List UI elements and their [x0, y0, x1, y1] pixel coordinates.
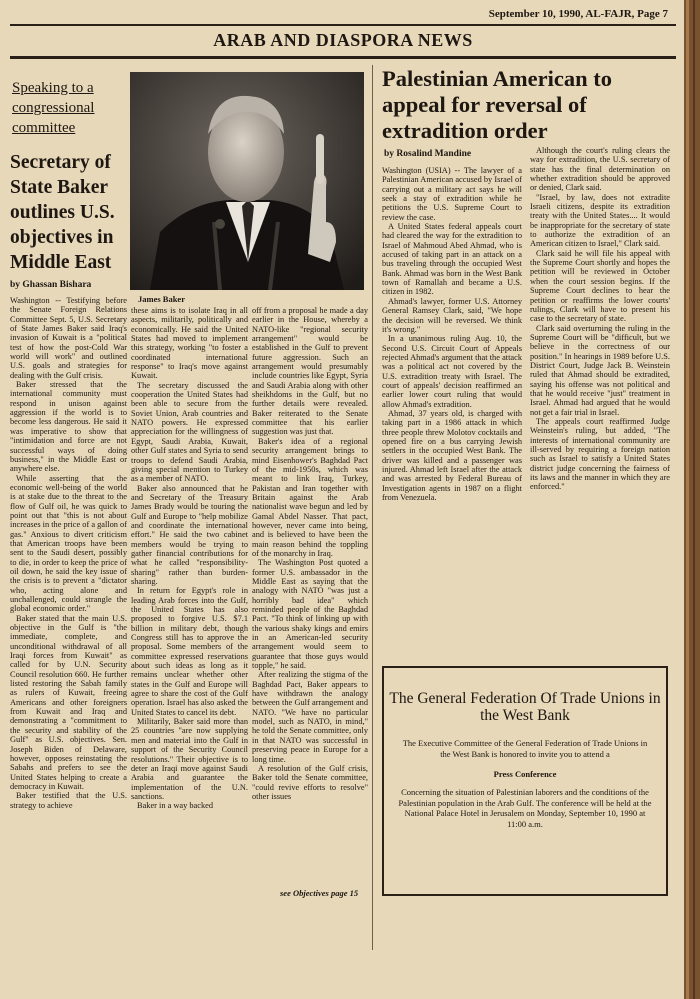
- paragraph: Clark said he will file his appeal with the Supreme Court shortly and hopes the petition will be reviewed in October when the court session begins. If the Supreme Court declines to hear the petition or reaffirms the lower courts' rulings, Clark will have to present his case to the secretary of state.: [530, 248, 670, 324]
- story2-headline: Palestinian American to appeal for reversal of extradition order: [382, 66, 612, 143]
- paragraph: A United States federal appeals court had cleared the way for the extradition to Israel of Mahmoud Abed Ahmad, who is accused of taking part in an attack on a bus traveling through the occupied West Bank. Ahmad was born in the West Bank town of Ramallah and became a U.S. citizen in 1982.: [382, 222, 522, 297]
- paragraph: Washington (USIA) -- The lawyer of a Palestinian American accused by Israel of carrying out a military act says he will seek a stay of extradition while he petitions the U.S. Supreme Court to review the case.: [382, 166, 522, 222]
- paragraph: The secretary discussed the cooperation the United States had been able to secure from the Soviet Union, Arab countries and NATO powers. He expressed appreciation for the willingness of Egypt, Saudi Arabia, Kuwait, other Gulf states and Syria to send troops to defend Saudi Arabia, giving special mention to Turkey as a member of NATO.: [131, 380, 248, 484]
- story1-column-1: [10, 296, 127, 810]
- paragraph: off from a proposal he made a day earlier in the House, whereby a NATO-like "regional security arrangement" would be established in the Gulf to prevent future aggression. Such an arrangement would presumably include countries like Egypt, Syria and Saudi Arabia along with other sheikhdoms in the Gulf, but no further details were revealed. Baker reiterated to the Senate committee that his earlier suggestion was just that.: [252, 306, 368, 437]
- paragraph: Militarily, Baker said more than 25 countries "are now supplying men and material into the Gulf in support of the Security Council resolutions." Their objective is to deter an Iraqi move against Saudi Arabia and guarantee the implementation of the U.N. sanctions.: [131, 717, 248, 801]
- announcement-details: Concerning the situation of Palestinian laborers and the conditions of the Palestinian population in the Arab Gulf. The conference will be held at the National Palace Hotel in Jerusalem on Monday, September 10, 1990 at 11:00 a.m.: [398, 787, 652, 829]
- photo-caption: James Baker: [138, 294, 185, 304]
- paragraph: While asserting that the economic well-being of the world is at stake due to the threat to the flow of Gulf oil, he was quick to point out that "this is not about increases in the price of a gallon of gas." Anxious to divert criticism that American troops have been sent to the Saudi desert, possibly to die, in order to keep the price of oil down, he said the key issue of the crisis is to prevent a "dictator who, acting alone and unchallenged, could strangle the global economic order.": [10, 473, 127, 614]
- paragraph: Ahmad's lawyer, former U.S. Attorney General Ramsey Clark, said, "We hope the decision will be reversed. We think it's wrong.": [382, 296, 522, 334]
- section-rule: [10, 56, 676, 59]
- book-binding: [684, 0, 700, 999]
- story2-byline: by Rosalind Mandine: [384, 149, 472, 159]
- announcement-subhead: Press Conference: [493, 769, 557, 779]
- paragraph: Ahmad, 37 years old, is charged with taking part in a 1986 attack in which three people threw Molotov cocktails and opened fire on a bus carrying Jewish settlers in the occupied West Bank. The driver was killed and a passenger was injured. Ahmad left Israel after the attack and was arrested by Federal Bureau of Investigation agents in 1987 on a flight from Venezuela.: [382, 408, 522, 503]
- announcement-body: The Executive Committee of the General Federation of Trade Unions in the West Bank is honored to invite you to attend a: [402, 738, 648, 759]
- section-title: ARAB AND DIASPORA NEWS: [213, 30, 473, 50]
- paragraph: In a unanimous ruling Aug. 10, the Second U.S. Circuit Court of Appeals rejected Ahmad's argument that the attack was a political act not covered by the U.S. extradition treaty with Israel. The court of appeals' decision reaffirmed an earlier lower court ruling that would allow Ahmad's extradition.: [382, 334, 522, 409]
- paragraph: Baker stressed that the international community must respond in unison against aggression if the world is to become less dangerous. He said it was imperative to show that "intimidation and force are not successful ways of doing business," in the Middle East or anywhere else.: [10, 380, 127, 474]
- paragraph: The appeals court reaffirmed Judge Weinstein's ruling, but added, "The interests of international community are ill-served by requiring a foreign nation such as Israel to satisfy a United States district judge concerning the fairness of its laws and the manner in which they are enforced.": [530, 416, 670, 492]
- story2-column-2: [530, 146, 670, 492]
- portrait-image: [130, 72, 364, 290]
- story1-kicker: Speaking to a congressional committee: [12, 80, 95, 136]
- paragraph: A resolution of the Gulf crisis, Baker told the Senate committee, "could revive efforts to resolve" other issues: [252, 763, 368, 801]
- continuation-note: see Objectives page 15: [280, 888, 359, 898]
- paragraph: Baker also announced that he and Secretary of the Treasury James Brady would be touring the Gulf and Europe to "help mobilize and coordinate the international effort." He said the two cabinet members would be trying to gather financial contributions for what he called "responsibility-sharing" rather than burden-sharing.: [131, 483, 248, 586]
- paragraph: Clark said overturning the ruling in the Supreme Court will be "difficult, but we believe in the correctness of our position." In hearings in 1989 before U.S. District Court, Judge Jack B. Weinstein ruled that Ahmad should be extradited, saying his offense was not political and that he would receive "just" treatment in Israel. Ahmad had argued that he would not get a fair trial in Israel.: [530, 323, 670, 417]
- story1-column-2: [131, 306, 248, 811]
- announcement-title: The General Federation Of Trade Unions in the West Bank: [389, 690, 661, 724]
- james-baker-photo: [130, 72, 364, 290]
- story1-headline: Secretary of State Baker outlines U.S. objectives in Middle East: [10, 152, 115, 273]
- paragraph: "Israel, by law, does not extradite Israeli citizens, despite its extradition treaty with the United States.... It would be inappropriate for the secretary of state to authorize the extradition of an American citizen to Israel," Clark said.: [530, 192, 670, 249]
- story2-column-1: [382, 166, 522, 502]
- announcement-box: [382, 666, 668, 896]
- paragraph: Baker testified that the U.S. strategy to achieve: [10, 791, 127, 810]
- paragraph: Washington -- Testifying before the Senate Foreign Relations Committee Sept. 5, U.S. Secretary of State James Baker said Iraq's invasion of Kuwait is a "political test of how the post-Cold War world will work" and outlined U.S. goals and strategies for dealing with the Gulf crisis.: [10, 296, 127, 380]
- paragraph: these aims is to isolate Iraq in all aspects, militarily, politically and economically. He said the United States had moved to implement this strategy, working "to foster a coordinated international response" to Iraq's move against Kuwait.: [131, 306, 248, 381]
- page-folio: September 10, 1990, AL-FAJR, Page 7: [488, 8, 668, 20]
- story1-column-3: [252, 306, 368, 801]
- top-rule: [10, 24, 676, 26]
- paragraph: The Washington Post quoted a former U.S. ambassador in the Middle East as saying that the analogy with NATO "was just a horribly bad idea" which reminded people of the Baghdad Pact. "To think of linking up with the various shaky kings and emirs in an American-led security arrangement would seem to guarantee that those guys would topple," he said.: [252, 558, 368, 671]
- paragraph: In return for Egypt's role in leading Arab forces into the Gulf, the United States has also proposed to forgive U.S. $7.1 billion in military debt, though Congress still has to approve the proposal. Some members of the committee expressed reservations about such ideas as long as it remains unclear whether other states in the Gulf and Europe will agree to share the cost of the Gulf operation. Israel has also asked the United States to cancel its debt.: [131, 586, 248, 717]
- paragraph: Baker's idea of a regional security arrangement brings to mind Eisenhower's Baghdad Pact of the mid-1950s, which was meant to link Iraq, Turkey, Pakistan and Iran together with Britain against the Arab nationalist wave begun and led by Gamal Abdel Nasser. That pact, however, never came into being, and is believed to have been the main reason behind the toppling of the monarchy in Iraq.: [252, 436, 368, 558]
- paragraph: Baker stated that the main U.S. objective in the Gulf is "the immediate, complete, and unconditional withdrawal of all Iraqi forces from Kuwait" as called for by U.N. Security Council resolution 660. He further listed restoring the Sabah family as rulers of Kuwait, freeing Americans and other foreigners from Kuwait and Iraq and demonstrating a "commitment to the security and stability of the Gulf" as U.S. objectives. Sen. Joseph Biden of Delaware, however, opposes reinstating the Sabahs and prefers to see the United States helping to create a democracy in Kuwait.: [10, 613, 127, 791]
- paragraph: Although the court's ruling clears the way for extradition, the U.S. secretary of state has the final determination on whether extradition should be approved or denied, Clark said.: [530, 146, 670, 193]
- paragraph: After realizing the stigma of the Baghdad Pact, Baker appears to have withdrawn the analogy between the Gulf arrangement and NATO. "We have no particular model, such as NATO, in mind," he told the Senate committee, only in that NATO was successful in preserving peace in Europe for a long time.: [252, 670, 368, 764]
- paragraph: Baker in a way backed: [137, 801, 213, 811]
- story1-byline: by Ghassan Bishara: [10, 280, 92, 290]
- column-divider: [372, 65, 373, 950]
